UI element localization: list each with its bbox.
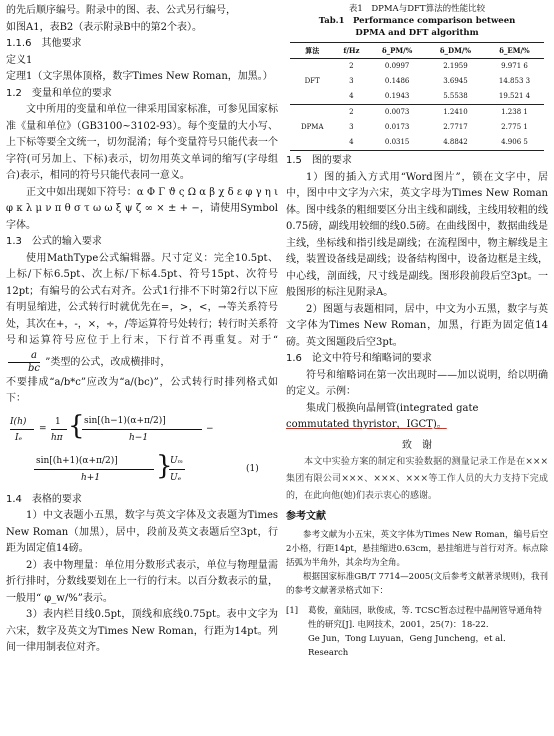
acknowledgement-title: 致 谢 — [402, 439, 432, 451]
example-text: commutated thyristor，IGCT)。 — [286, 419, 447, 430]
eq-term2-num: sin[(h+1)(α+π/2)] — [36, 455, 118, 466]
section-heading: 1.5 图的要求 — [286, 155, 352, 166]
body-text — [6, 251, 278, 375]
table-header-row — [290, 43, 544, 59]
reference-note: 参考文献为小五宋，英文字体为Times New Roman，编号后空2小格，行距14pt，悬挂缩进0.63cm，悬挂缩进与首行对齐。标点除括弧为半角外，其余均为全角。 — [286, 529, 548, 568]
example-text: 集成门极换向晶闸管(integrated gate — [306, 402, 479, 414]
th-col3: δ_EM/% — [485, 43, 544, 59]
body-text: 3）表内栏目线0.5pt，顶线和底线0.75pt。表中文字为六宋，数字及英文为Times New Roman，行距为14pt。列间一律用制表位对齐。 — [6, 609, 278, 653]
body-text: 2）图题与表题相同，居中，中文为小五黑，数字与英文字体为Times New Roman，加黑，行距为固定值14磅。英文图题段后空3pt。 — [286, 303, 548, 348]
table-title-en: Tab.1 Performance comparison between — [318, 16, 516, 26]
equation-1: I(h) Iₑ = 1 hπ { sin[(h−1)(α+π/2)] h−1 − sin[(h+1)(α+π/2)] h+1 } Uₘ Uₑ (1) — [6, 408, 278, 492]
body-text: 1）中文表题小五黑，数字与英文字体及文表题为Times New Roman（加黑），居中，段前及英文表题后空3pt，行距为固定值14磅。 — [6, 510, 278, 554]
reference-item — [286, 604, 548, 660]
section-heading: 1.6 论文中符号和缩略词的要求 — [286, 353, 432, 364]
eq-term2-den: h+1 — [81, 472, 101, 483]
formula-rules-text: 使用MathType公式编辑器。尺寸定义：完全10.5pt、上标/下标6.5pt、次上标/下标4.5pt、符号15pt、次符号12pt；有编号的公式右对齐。公式1行排不下时第2行以下应有明显缩进，公式转行时就优先在=，>，<，→等关系符号处，其次在+，-，×，÷，/等运算符号处转行；转行时关系符号和运算符号应位于上行末，下行首不再重复。对于“ — [6, 252, 278, 346]
formula-rules-text: ”类型的公式，改成横排时， — [45, 356, 171, 368]
eq-u-num: Uₘ — [170, 455, 184, 466]
inline-fraction — [8, 350, 40, 375]
table-title-en: DPMA and DFT algorithm — [355, 28, 479, 38]
eq-coef-den: hπ — [51, 432, 63, 443]
reference-text: 葛俊，童陆园，耿俊成，等. TCSC暂态过程中晶闸管导通角特性的研究[J]. 电网技术，2001，25(7)：18-22. — [308, 605, 542, 630]
performance-table — [290, 42, 544, 151]
body-text: 如图A1，表B2（表示附录B中的第2个表）。 — [6, 21, 203, 33]
table-row: 4 0.0315 4.8842 4.906 5 — [290, 135, 544, 151]
fraction-denominator: bc — [28, 362, 41, 374]
eq-lhs-den: Iₑ — [15, 432, 23, 443]
theorem-text: 定理1（文字黑体顶格，数字Times New Roman，加黑。） — [6, 71, 273, 82]
section-heading: 1.4 表格的要求 — [6, 493, 82, 505]
table-row: DFT 3 0.1486 3.6945 14.853 3 — [304, 77, 531, 85]
eq-term1-den: h−1 — [129, 432, 149, 443]
table-row: 4 0.1943 5.5538 19.521 4 — [349, 92, 531, 100]
reference-note: 根据国家标准GB/T 7714—2005(文后参考文献著录规则)，我刊的参考文献著录格式如下： — [286, 571, 548, 596]
th-col1: δ_PM/% — [368, 43, 426, 59]
fraction-numerator: a — [8, 350, 40, 363]
references-heading: 参考文献 — [286, 511, 326, 522]
table-title-cn: 表1 DPMA与DFT算法的性能比较 — [348, 4, 486, 14]
table-row: 2 0.0073 1.2410 1.238 1 — [290, 105, 544, 121]
table-row: DPMA 3 0.0173 2.7717 2.775 1 — [300, 123, 528, 131]
section-heading: 1.3 公式的输入要求 — [6, 236, 102, 247]
definition-label: 定义1 — [6, 54, 33, 66]
section-heading: 1.1.6 其他要求 — [6, 38, 82, 49]
eq-u-den: Uₑ — [170, 472, 182, 483]
eq-minus: − — [206, 423, 214, 434]
eq-equals: = — [39, 423, 47, 434]
equation-number: (1) — [246, 463, 259, 474]
eq-coef-num: 1 — [55, 416, 61, 427]
eq-term1-num: sin[(h−1)(α+π/2)] — [84, 415, 166, 426]
body-text: 文中所用的变量和单位一律采用国家标准，可参见国家标准《量和单位》（GB3100~3102-93）。每个变量的大小写、上下标等要全文统一，切勿混淆；每个变量符号只能代表一个字符(可另加上、下标)表示，切勿用英文单词的缩写(字母组合)表示，相同的符号只能代表同一意义。 — [6, 104, 278, 181]
acknowledgement-text: 本文中实验方案的制定和实验数据的测量记录工作是在×××集团有限公司×××、×××、×××等工作人员的大力支持下完成的，在此向他(她)们表示衷心的感谢。 — [286, 457, 548, 501]
body-text: 的先后顺序编号。附录中的图、表、公式另行编号， — [6, 5, 236, 16]
body-text: 不要排成“a/b*c”应改为“a/(bc)”，公式转行时排列格式如下： — [6, 376, 278, 404]
th-algorithm: 算法 — [290, 43, 335, 59]
th-col2: δ_DM/% — [426, 43, 485, 59]
body-text: 1）图的插入方式用“Word图片”，锁在文字中，居中，图中中文字为六宋，英文字母为Times New Roman体。图中线条的粗细要区分出主线和副线，主线用较粗的线0.75磅，副线用较细的线0.5磅。在曲线图中，数据曲线是主线，坐标线和指引线是副线；在流程图中，物主解线是主线，装置设备线是副线；设备结构图中，设备边框是主线，中心线，剖面线，尺寸线是副线。图形段前段后空3pt。一般图形的标注见附录A。 — [286, 171, 548, 298]
reference-number: [1] — [286, 605, 299, 616]
body-text: 2）表中物理量：单位用分数形式表示，单位与物理量需折行排时，分数线要划在上一行的行末。以百分数表示的量，一般用“ φ_w/%”表示。 — [6, 559, 278, 604]
th-frequency: f/Hz — [335, 43, 369, 59]
section-heading: 1.2 变量和单位的要求 — [6, 87, 112, 99]
reference-text-en: Ge Jun，Tong Luyuan，Geng Juncheng，et al．Research — [308, 633, 512, 658]
body-text: 符号和缩略词在第一次出现时——加以说明，给以明确的定义。示例： — [286, 369, 548, 397]
body-text: 正文中如出现如下符号：α Φ Γ ϑ ς Ω α β χ δ ε φ γ η ι φ κ λ μ ν π θ σ τ ω ω ξ ψ ζ ∞ × ± + −，请使用Symbol字体。 — [6, 186, 278, 231]
eq-lhs-num: I(h) — [10, 416, 27, 427]
table-row: 2 0.0997 2.1959 9.971 6 — [349, 62, 528, 70]
